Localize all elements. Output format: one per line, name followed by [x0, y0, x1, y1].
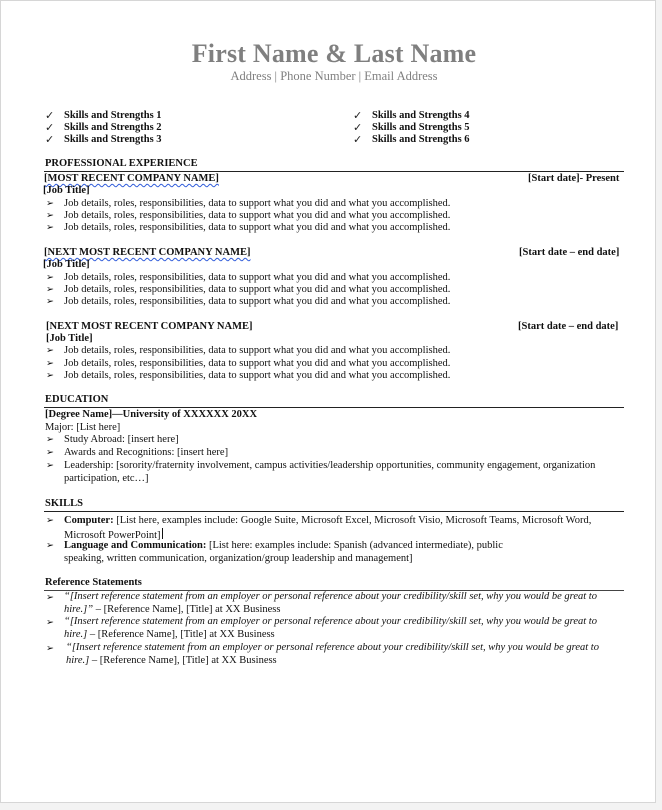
education-item[interactable]: Leadership: [sorority/fraternity involvement, campus activities/leadership opportunities, community engagement, organization participation, etc…]: [64, 460, 596, 484]
section-divider: [44, 407, 624, 408]
section-divider: [44, 511, 624, 512]
job-company[interactable]: [NEXT MOST RECENT COMPANY NAME]: [44, 247, 251, 258]
job-dates[interactable]: [Start date – end date]: [518, 321, 619, 332]
job-detail[interactable]: Job details, roles, responsibilities, data to support what you did and what you accomplished.: [64, 198, 451, 209]
major-line[interactable]: Major: [List here]: [45, 422, 121, 433]
job-title[interactable]: [Job Title]: [46, 333, 93, 344]
reference-statement[interactable]: “[Insert reference statement from an employer or personal reference about your credibility/skill set, why you would be great to hire.] – [Reference Name], [Title] at XX Business: [64, 616, 597, 640]
degree-line[interactable]: [Degree Name]—University of XXXXXX 20XX: [45, 409, 258, 420]
arrow-bullet-icon: ➢: [46, 284, 54, 295]
contact-line[interactable]: Address | Phone Number | Email Address: [230, 69, 438, 83]
reference-statement[interactable]: “[Insert reference statement from an employer or personal reference about your credibility/skill set, why you would be great to hire.]” – [Reference Name], [Title] at XX Business: [64, 591, 597, 615]
arrow-bullet-icon: ➢: [46, 296, 54, 307]
check-icon: ✓: [45, 121, 55, 134]
job-detail[interactable]: Job details, roles, responsibilities, data to support what you did and what you accomplished.: [64, 358, 451, 369]
skills-language[interactable]: Language and Communication: [List here: examples include: Spanish (advanced intermediate), public speaking, written communication, organization/group leadership and management]: [64, 540, 503, 564]
skill-summary-item[interactable]: Skills and Strengths 5: [372, 122, 470, 133]
arrow-bullet-icon: ➢: [46, 617, 54, 628]
arrow-bullet-icon: ➢: [46, 345, 54, 356]
job-title[interactable]: [Job Title]: [43, 259, 90, 270]
arrow-bullet-icon: ➢: [46, 222, 54, 233]
arrow-bullet-icon: ➢: [46, 460, 54, 471]
arrow-bullet-icon: ➢: [46, 370, 54, 381]
arrow-bullet-icon: ➢: [46, 358, 54, 369]
job-detail[interactable]: Job details, roles, responsibilities, data to support what you did and what you accomplished.: [64, 345, 451, 356]
references-heading[interactable]: Reference Statements: [45, 577, 142, 588]
education-item[interactable]: Awards and Recognitions: [insert here]: [64, 447, 229, 458]
job-dates[interactable]: [Start date]- Present: [528, 173, 620, 184]
arrow-bullet-icon: ➢: [46, 540, 54, 551]
job-detail[interactable]: Job details, roles, responsibilities, data to support what you did and what you accomplished.: [64, 272, 451, 283]
skill-summary-item[interactable]: Skills and Strengths 2: [64, 122, 162, 133]
job-detail[interactable]: Job details, roles, responsibilities, data to support what you did and what you accomplished.: [64, 296, 451, 307]
job-detail[interactable]: Job details, roles, responsibilities, data to support what you did and what you accomplished.: [64, 210, 451, 221]
arrow-bullet-icon: ➢: [46, 515, 54, 526]
arrow-bullet-icon: ➢: [46, 643, 54, 654]
skill-summary-item[interactable]: Skills and Strengths 4: [372, 110, 470, 121]
candidate-name[interactable]: First Name & Last Name: [191, 39, 477, 68]
skill-summary-item[interactable]: Skills and Strengths 6: [372, 134, 470, 145]
education-item[interactable]: Study Abroad: [insert here]: [64, 434, 179, 445]
experience-heading[interactable]: PROFESSIONAL EXPERIENCE: [45, 158, 198, 169]
job-title[interactable]: [Job Title]: [43, 185, 90, 196]
check-icon: ✓: [45, 133, 55, 146]
job-company[interactable]: [MOST RECENT COMPANY NAME]: [44, 173, 219, 184]
skill-summary-item[interactable]: Skills and Strengths 1: [64, 110, 162, 121]
skills-computer[interactable]: Computer: [List here, examples include: Google Suite, Microsoft Excel, Microsoft Visio, Microsoft Teams, Microsoft Word, Microsoft PowerPoint]: [64, 515, 592, 541]
job-detail[interactable]: Job details, roles, responsibilities, data to support what you did and what you accomplished.: [64, 222, 451, 233]
skill-summary-item[interactable]: Skills and Strengths 3: [64, 134, 162, 145]
education-heading[interactable]: EDUCATION: [45, 394, 109, 405]
arrow-bullet-icon: ➢: [46, 210, 54, 221]
arrow-bullet-icon: ➢: [46, 447, 54, 458]
arrow-bullet-icon: ➢: [46, 592, 54, 603]
job-company[interactable]: [NEXT MOST RECENT COMPANY NAME]: [46, 321, 253, 332]
job-dates[interactable]: [Start date – end date]: [519, 247, 620, 258]
section-divider: [44, 171, 624, 172]
job-detail[interactable]: Job details, roles, responsibilities, data to support what you did and what you accomplished.: [64, 370, 451, 381]
check-icon: ✓: [45, 109, 55, 122]
check-icon: ✓: [353, 133, 363, 146]
text-cursor: [162, 528, 163, 539]
check-icon: ✓: [353, 109, 363, 122]
reference-statement[interactable]: “[Insert reference statement from an employer or personal reference about your credibility/skill set, why you would be great to hire.] – [Reference Name], [Title] at XX Business: [66, 642, 599, 666]
arrow-bullet-icon: ➢: [46, 198, 54, 209]
arrow-bullet-icon: ➢: [46, 272, 54, 283]
check-icon: ✓: [353, 121, 363, 134]
arrow-bullet-icon: ➢: [46, 434, 54, 445]
job-detail[interactable]: Job details, roles, responsibilities, data to support what you did and what you accomplished.: [64, 284, 451, 295]
skills-heading[interactable]: SKILLS: [45, 498, 83, 509]
